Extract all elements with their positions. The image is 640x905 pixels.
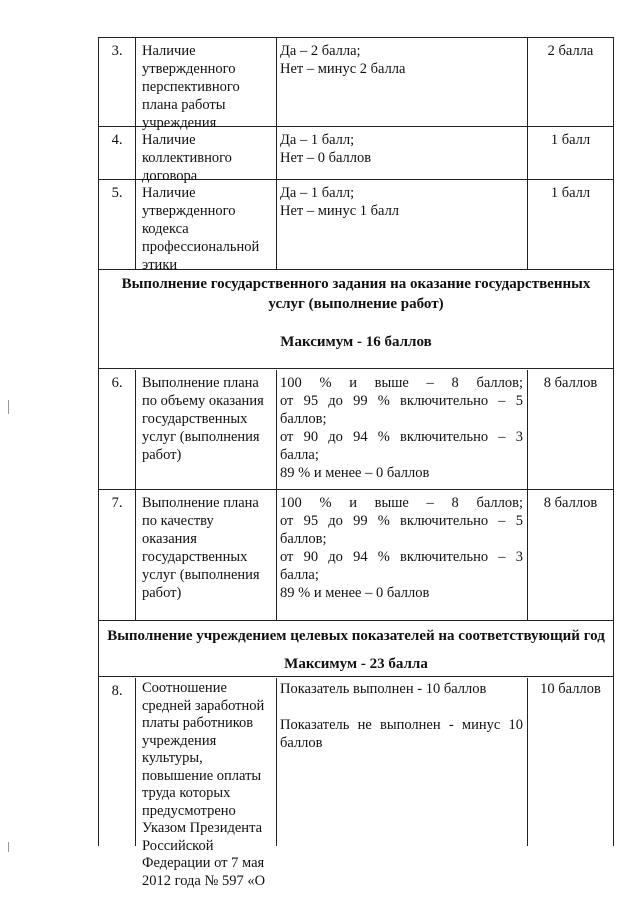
row-number: 4. [111, 132, 123, 148]
indicator-cell: Наличие утвержденного перспективного плана работы учреждения [135, 38, 276, 126]
points-cell: 1 балл [527, 127, 613, 179]
criteria-cell: Да – 1 балл; Нет – 0 баллов [276, 127, 527, 179]
indicator-cell: Выполнение плана по качеству оказания государственных услуг (выполнения работ) [135, 490, 276, 620]
table-row [99, 180, 613, 273]
table-row [99, 370, 613, 490]
points-cell: 2 балла [527, 38, 613, 126]
section-max-points: Максимум - 23 балла [284, 656, 428, 672]
row-number: 8. [111, 683, 123, 699]
section-max-points: Максимум - 16 баллов [280, 334, 432, 350]
section-header [99, 270, 613, 369]
scan-edge-mark [8, 400, 9, 414]
row-number: 7. [111, 495, 123, 511]
criteria-cell: Да – 2 балла; Нет – минус 2 балла [276, 38, 527, 126]
row-number: 3. [111, 43, 123, 59]
section-header [99, 621, 613, 677]
table-row [99, 38, 613, 131]
row-number: 5. [111, 185, 123, 201]
scan-edge-mark [8, 842, 9, 852]
criteria-cell: Показатель выполнен - 10 баллов Показатель не выполнен - минус 10 баллов [276, 678, 527, 846]
points-cell: 1 балл [527, 180, 613, 269]
criteria-cell: 100 % и выше – 8 баллов; от 95 до 99 % включительно – 5 баллов; от 90 до 94 % включительно – 3 балла; 89 % и менее – 0 баллов [276, 490, 527, 620]
criteria-cell: Да – 1 балл; Нет – минус 1 балл [276, 180, 527, 269]
indicator-cell: Соотношение средней заработной платы работников учреждения культуры, повышение оплаты труда которых предусмотрено Указом Президента Российской Федерации от 7 мая 2012 года № 597 «О [135, 678, 276, 846]
indicator-cell: Наличие утвержденного кодекса профессиональной этики [135, 180, 276, 269]
points-cell: 8 баллов [527, 370, 613, 489]
indicator-cell: Наличие коллективного договора [135, 127, 276, 179]
points-cell: 8 баллов [527, 490, 613, 620]
section-title: Выполнение государственного задания на оказание государственных [121, 276, 591, 292]
table-row [99, 127, 613, 184]
indicator-cell: Выполнение плана по объему оказания государственных услуг (выполнения работ) [135, 370, 276, 489]
section-title: услуг (выполнение работ) [268, 296, 444, 312]
points-cell: 10 баллов [527, 678, 613, 846]
criteria-cell: 100 % и выше – 8 баллов; от 95 до 99 % включительно – 5 баллов; от 90 до 94 % включительно – 3 балла; 89 % и менее – 0 баллов [276, 370, 527, 489]
table-row [99, 490, 613, 621]
row-number: 6. [111, 375, 123, 391]
criteria-table [98, 37, 614, 889]
section-title: Выполнение учреждением целевых показателей на соответствующий год [107, 628, 605, 644]
table-row [99, 678, 613, 889]
